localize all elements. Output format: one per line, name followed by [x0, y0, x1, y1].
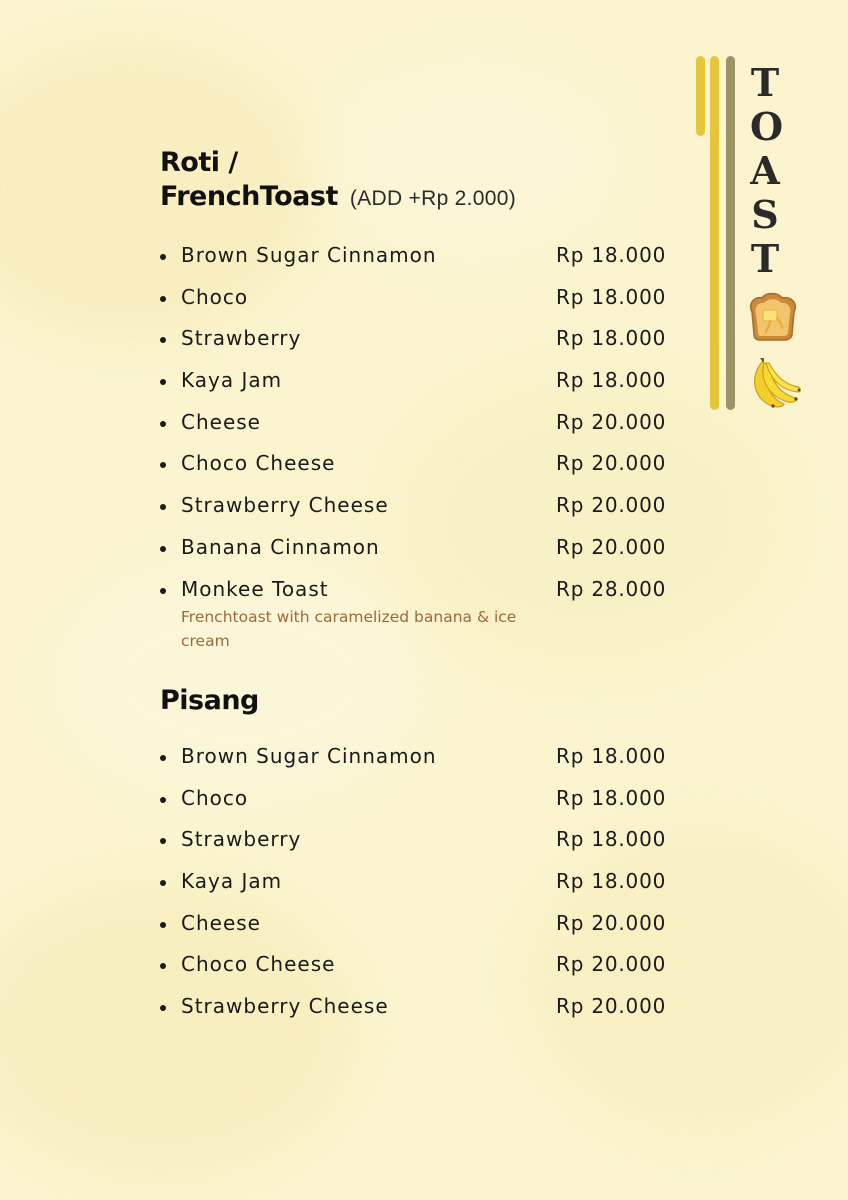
- menu-item: [160, 785, 680, 827]
- side-letter: T: [750, 236, 780, 281]
- menu-item: [160, 409, 680, 451]
- item-price: Rp 18.000: [556, 869, 667, 894]
- item-name: Choco: [181, 785, 249, 810]
- menu-item: [160, 325, 680, 367]
- item-price: Rp 20.000: [556, 952, 667, 977]
- item-name: Strawberry Cheese: [181, 994, 389, 1019]
- item-price: Rp 18.000: [556, 368, 667, 393]
- item-description: Frenchtoast with caramelized banana & ice cream: [181, 607, 517, 650]
- title-line-2: FrenchToast: [160, 181, 338, 212]
- menu-item: [160, 951, 680, 993]
- bullet: [160, 337, 166, 343]
- bullet: [160, 1005, 166, 1011]
- item-name: Monkee Toast: [181, 576, 329, 601]
- decor-bar-olive: [726, 56, 735, 410]
- bullet: [160, 462, 166, 468]
- bullet: [160, 504, 166, 510]
- item-name: Brown Sugar Cinnamon: [181, 744, 437, 768]
- item-name: Cheese: [181, 910, 261, 935]
- item-price: Rp 18.000: [556, 243, 667, 267]
- item-name: Choco Cheese: [181, 451, 336, 476]
- item-price: Rp 18.000: [556, 827, 667, 852]
- decor-bar-short: [696, 56, 705, 136]
- item-price: Rp 20.000: [556, 994, 667, 1019]
- bullet: [160, 296, 166, 302]
- item-name: Brown Sugar Cinnamon: [181, 243, 437, 267]
- item-name: Banana Cinnamon: [181, 534, 380, 559]
- menu-item: [160, 993, 680, 1035]
- bullet: [160, 880, 166, 886]
- bullet: [160, 755, 166, 761]
- menu-item: [160, 910, 680, 952]
- item-price: Rp 20.000: [556, 910, 667, 935]
- item-name: Kaya Jam: [181, 368, 283, 393]
- bullet: [160, 421, 166, 427]
- item-price: Rp 18.000: [556, 785, 667, 810]
- bullet: [160, 588, 166, 594]
- item-name: Strawberry: [181, 326, 302, 351]
- section-title-roti: [160, 146, 516, 216]
- decor-bar-yellow: [710, 56, 719, 410]
- side-letter: O: [750, 104, 784, 149]
- item-name: Strawberry Cheese: [181, 493, 389, 518]
- menu-list-pisang: [160, 743, 680, 1035]
- side-letter: T: [750, 60, 780, 105]
- item-name: Cheese: [181, 409, 261, 434]
- title-pisang: Pisang: [160, 685, 259, 716]
- item-price: Rp 18.000: [556, 326, 667, 351]
- item-price: Rp 20.000: [556, 451, 667, 476]
- menu-list-roti: [160, 242, 680, 656]
- title-line-1: Roti /: [160, 147, 238, 178]
- menu-item: [160, 743, 680, 785]
- item-name: Kaya Jam: [181, 869, 283, 894]
- item-price: Rp 18.000: [556, 284, 667, 309]
- item-price: Rp 20.000: [556, 493, 667, 518]
- item-price: Rp 20.000: [556, 409, 667, 434]
- bullet: [160, 254, 166, 260]
- toast-icon: [746, 290, 800, 344]
- bullet: [160, 797, 166, 803]
- menu-item: [160, 826, 680, 868]
- menu-item: [160, 284, 680, 326]
- side-letter: A: [750, 148, 780, 193]
- menu-item: [160, 576, 680, 656]
- item-name: Choco Cheese: [181, 952, 336, 977]
- bullet: [160, 546, 166, 552]
- menu-item: [160, 242, 680, 284]
- bullet: [160, 379, 166, 385]
- bullet: [160, 922, 166, 928]
- menu-item: [160, 492, 680, 534]
- banana-icon: [744, 354, 802, 412]
- side-letter: S: [751, 192, 779, 237]
- section-title-pisang: [160, 684, 259, 718]
- item-price: Rp 28.000: [556, 576, 667, 601]
- bullet: [160, 838, 166, 844]
- addon-note: (ADD +Rp 2.000): [349, 187, 517, 210]
- item-price: Rp 20.000: [556, 534, 667, 559]
- menu-item: [160, 450, 680, 492]
- item-name: Choco: [181, 284, 249, 309]
- bullet: [160, 963, 166, 969]
- menu-item: [160, 367, 680, 409]
- menu-item: [160, 534, 680, 576]
- item-price: Rp 18.000: [556, 744, 667, 768]
- item-name: Strawberry: [181, 827, 302, 852]
- menu-item: [160, 868, 680, 910]
